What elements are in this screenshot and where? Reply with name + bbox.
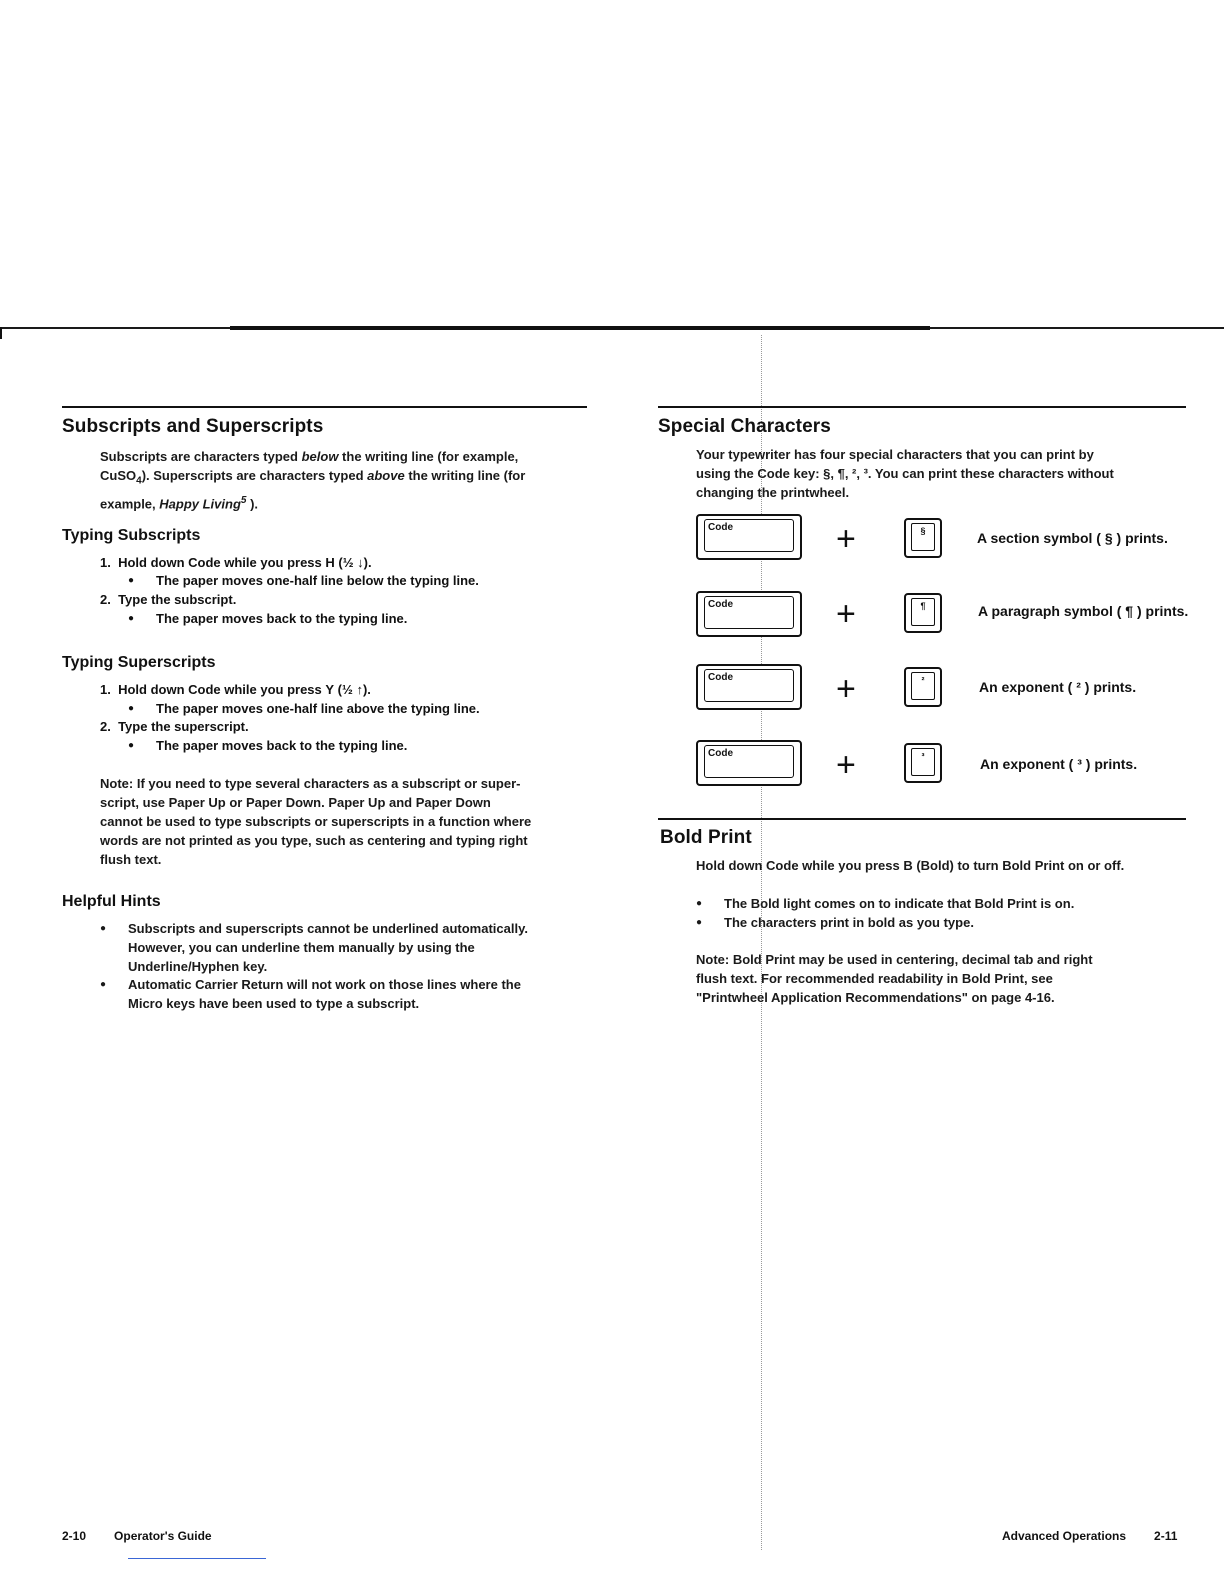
plus-icon: + (836, 670, 856, 708)
sub-step-2: 2. Type the subscript. (100, 592, 237, 607)
bold-section-rule (658, 818, 1186, 820)
paragraph-key-icon: ¶ (904, 593, 942, 633)
exponent-2-desc: An exponent ( ² ) prints. (979, 679, 1137, 695)
exponent-3-desc: An exponent ( ³ ) prints. (980, 756, 1138, 772)
section-key-icon: § (904, 518, 942, 558)
sup-step-1: 1. Hold down Code while you press Y (½ ↑). (100, 682, 371, 697)
helpful-hints-title: Helpful Hints (62, 893, 161, 910)
sub-step-1-bullet: ● The paper moves one-half line below the typing line. (156, 571, 479, 590)
bold-print-title: Bold Print (660, 827, 752, 848)
paragraph-symbol-desc: A paragraph symbol ( ¶ ) prints. (978, 603, 1189, 619)
bottom-link-underline (128, 1558, 266, 1559)
subscripts-intro: Subscripts are characters typed below the writing line (for example, CuSO$_4$). Superscripts are characters typed above the writing line (for example, Happy Living$^5$ ). (100, 449, 526, 511)
code-key-icon: Code (696, 740, 802, 786)
left-footer-title: Operator's Guide (114, 1529, 212, 1543)
typing-superscripts-title: Typing Superscripts (62, 654, 216, 671)
left-note: Note: If you need to type several characters as a subscript or super- script, use Paper Up or Paper Down. Paper Up and Paper Down cannot be used to type subscripts or superscripts in a function where words are not printed as you type, such as centering and typing right flush text. (100, 776, 532, 867)
special-characters-title: Special Characters (658, 416, 831, 437)
bold-bullets: ● The Bold light comes on to indicate that Bold Print is on. ● The characters print in bold as you type. (724, 894, 1194, 932)
plus-icon: + (836, 520, 856, 558)
right-footer-title: Advanced Operations (1002, 1529, 1127, 1543)
code-key-icon: Code (696, 664, 802, 710)
plus-icon: + (836, 595, 856, 633)
bold-intro: Hold down Code while you press B (Bold) to turn Bold Print on or off. (696, 858, 1125, 873)
right-footer (1002, 1529, 1177, 1543)
sub-step-1: 1. Hold down Code while you press H (½ ↓). (100, 555, 372, 570)
hints-bullet-1: ● Subscripts and superscripts cannot be underlined automatically. However, you can underline them manually by using the Underline/Hyphen key. (128, 919, 598, 976)
section-symbol-desc: A section symbol ( § ) prints. (977, 530, 1168, 546)
left-footer (62, 1529, 212, 1543)
sub-step-2-bullet: ● The paper moves back to the typing line. (156, 609, 407, 628)
typing-subscripts-title: Typing Subscripts (62, 527, 201, 544)
top-rule-heavy (230, 326, 930, 330)
special-intro: Your typewriter has four special characters that you can print by using the Code key: §, ¶, ², ³. You can print these characters without changing the printwheel. (696, 447, 1114, 500)
code-key-icon: Code (696, 514, 802, 560)
left-section-rule (62, 406, 587, 408)
bold-note: Note: Bold Print may be used in centering, decimal tab and right flush text. For recommended readability in Bold Print, see "Printwheel Application Recommendations" on page 4-16. (696, 952, 1093, 1005)
left-page-number: 2-10 (62, 1529, 87, 1543)
hints-bullet-2: ● Automatic Carrier Return will not work on those lines where the Micro keys have been used to type a subscript. (128, 975, 598, 1013)
sup-step-2: 2. Type the superscript. (100, 719, 249, 734)
plus-icon: + (836, 746, 856, 784)
top-tick (0, 327, 2, 339)
exponent-3-key-icon: ³ (904, 743, 942, 783)
right-section-rule (658, 406, 1186, 408)
code-key-icon: Code (696, 591, 802, 637)
right-page-number: 2-11 (1154, 1529, 1178, 1543)
subscripts-title: Subscripts and Superscripts (62, 416, 324, 437)
sup-step-1-bullet: ● The paper moves one-half line above the typing line. (156, 699, 480, 718)
exponent-2-key-icon: ² (904, 667, 942, 707)
sup-step-2-bullet: ● The paper moves back to the typing line. (156, 736, 407, 755)
